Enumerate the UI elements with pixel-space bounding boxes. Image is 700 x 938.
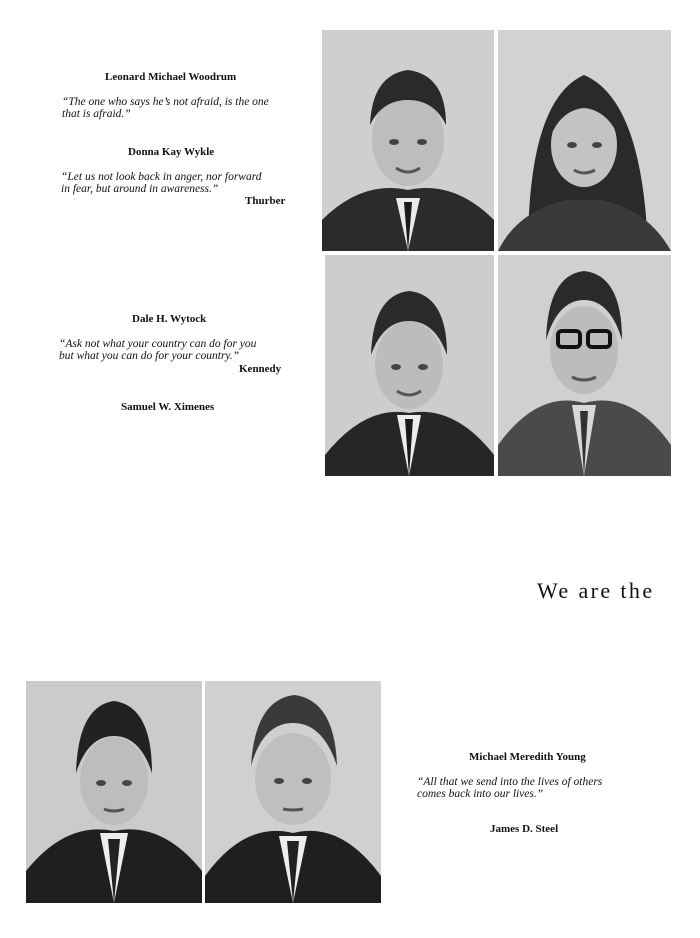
portrait-silhouette-icon <box>322 30 494 251</box>
name-wytock: Dale H. Wytock <box>132 313 207 325</box>
quote-young-line2: comes back into our lives.” <box>417 788 544 800</box>
portrait-wytock <box>325 255 494 476</box>
attrib-thurber: Thurber <box>245 195 286 207</box>
section-headline: We are the <box>537 578 655 603</box>
quote-woodrum-line1: “The one who says he’s not afraid, is the one <box>62 96 269 108</box>
quote-wytock-line2: but what you can do for your country.” <box>59 350 240 362</box>
name-young: Michael Meredith Young <box>469 751 586 763</box>
portrait-silhouette-icon <box>325 255 494 476</box>
portrait-silhouette-icon <box>498 30 671 251</box>
portrait-silhouette-icon <box>26 681 202 903</box>
portrait-wykle <box>498 30 671 251</box>
attrib-kennedy: Kennedy <box>239 363 282 375</box>
quote-wykle-line2: in fear, but around in awareness.” <box>61 183 219 195</box>
quote-wykle-line1: “Let us not look back in anger, nor forward <box>61 171 262 183</box>
name-steel: James D. Steel <box>490 823 559 835</box>
portrait-young <box>26 681 202 903</box>
name-ximenes: Samuel W. Ximenes <box>121 401 215 413</box>
portrait-ximenes <box>498 255 671 476</box>
name-wykle: Donna Kay Wykle <box>128 146 215 158</box>
quote-woodrum-line2: that is afraid.” <box>62 108 131 120</box>
portrait-steel <box>205 681 381 903</box>
portrait-silhouette-icon <box>205 681 381 903</box>
portrait-silhouette-icon <box>498 255 671 476</box>
quote-young-line1: “All that we send into the lives of others <box>417 776 603 788</box>
name-woodrum: Leonard Michael Woodrum <box>105 71 237 83</box>
portrait-woodrum <box>322 30 494 251</box>
quote-wytock-line1: “Ask not what your country can do for you <box>59 338 257 350</box>
